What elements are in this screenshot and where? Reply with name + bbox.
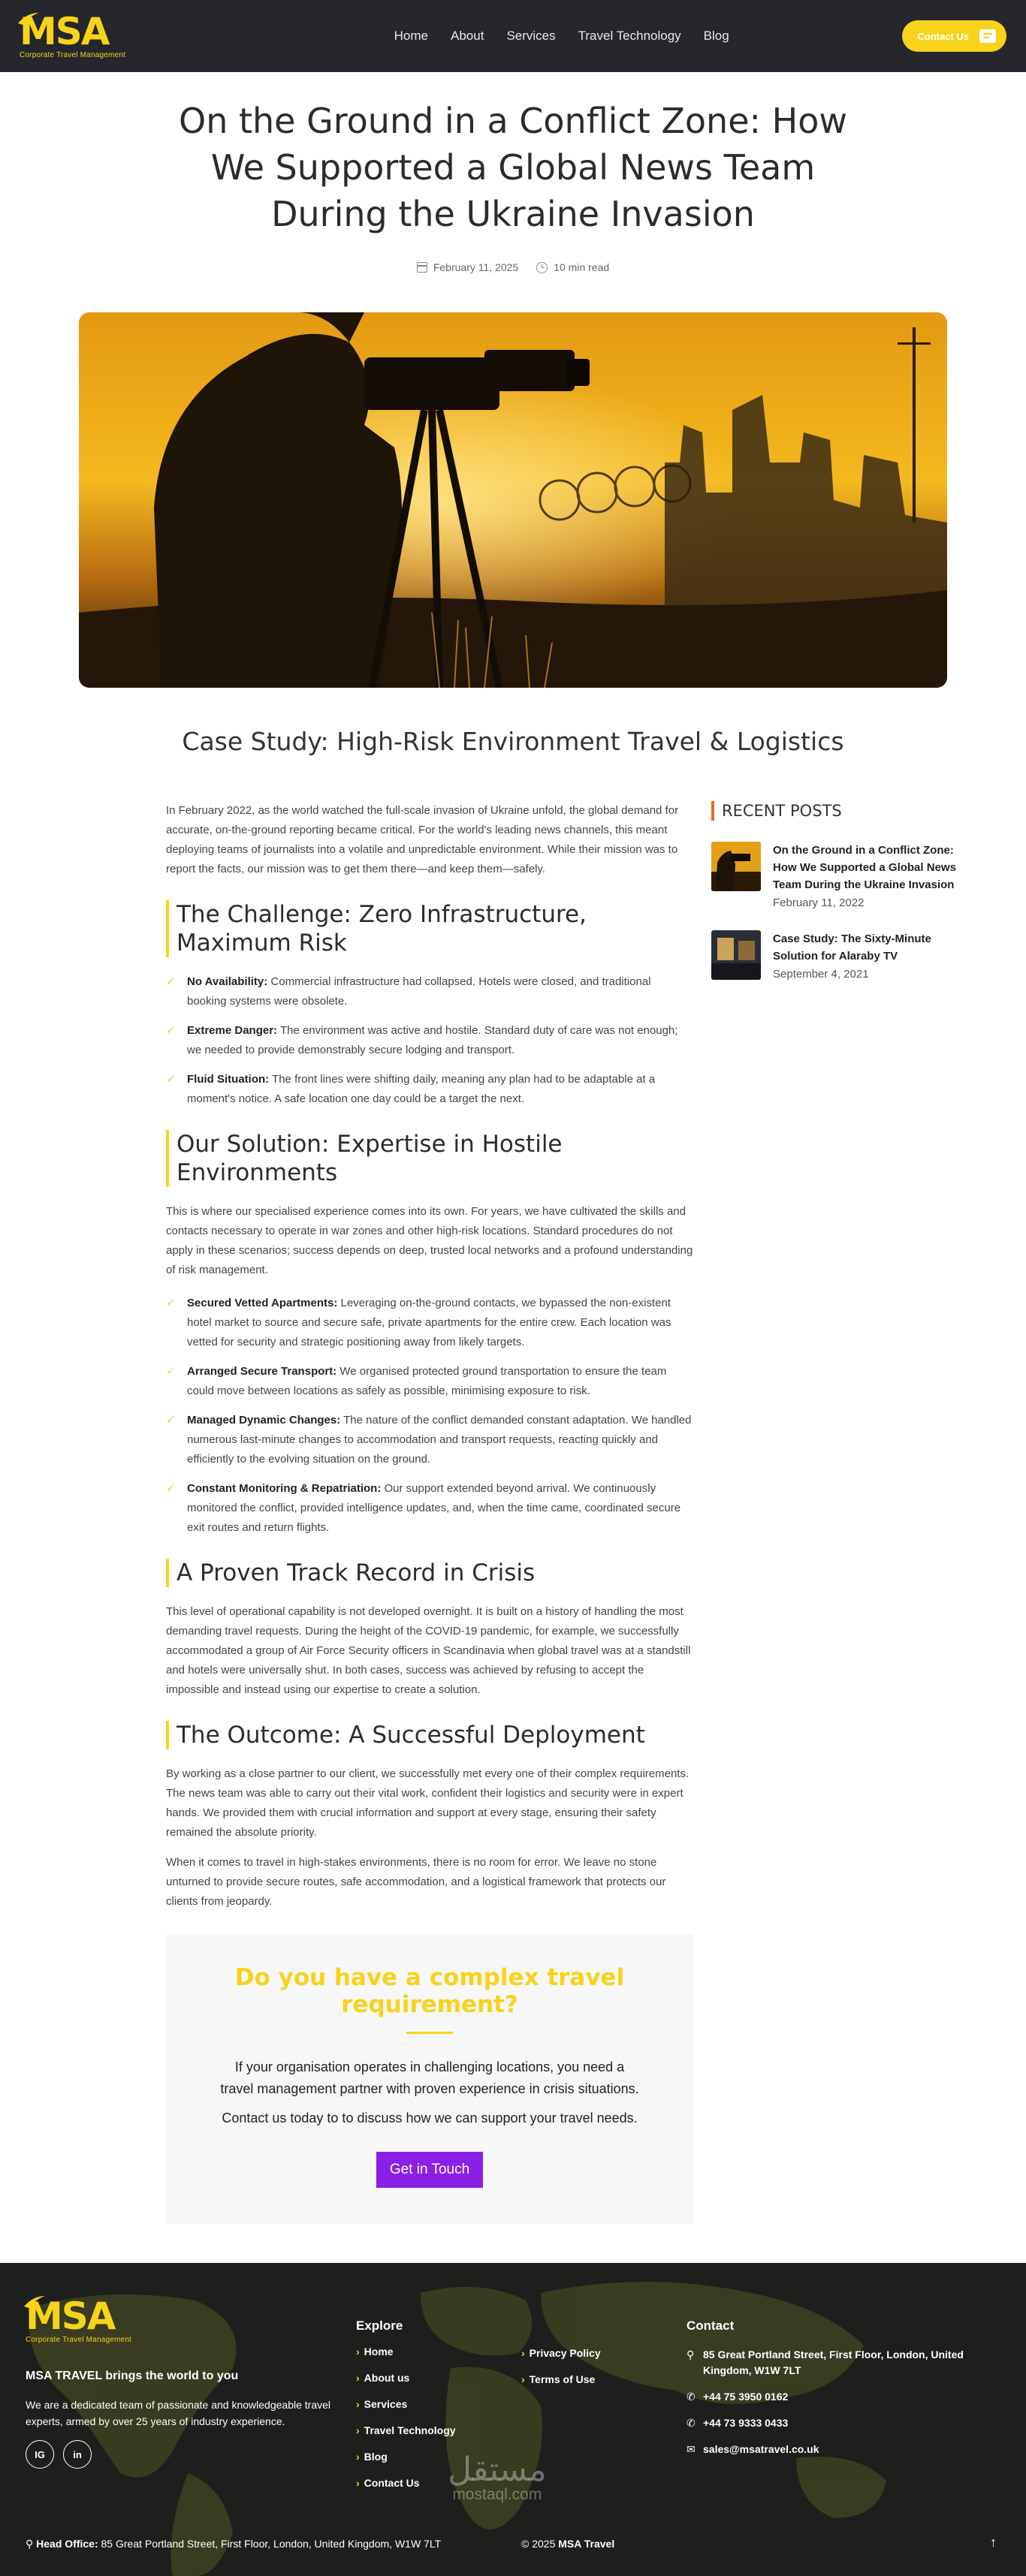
footer-link-about[interactable]: › About us	[356, 2372, 410, 2384]
head-office	[26, 2538, 441, 2550]
footer-link-contact[interactable]: › Contact Us	[356, 2477, 420, 2489]
recent-post[interactable]	[711, 930, 967, 981]
map-pin-icon: ⚲	[687, 2349, 695, 2361]
clock-icon	[536, 262, 548, 273]
check-icon: ✓	[166, 1073, 176, 1086]
footer-address: ⚲ 85 Great Portland Street, First Floor, London, United Kingdom, W1W 7LT	[687, 2349, 964, 2376]
record-heading: A Proven Track Record in Crisis	[166, 1559, 693, 1587]
list-item	[166, 1479, 693, 1538]
item-text: We organised protected ground transportation to ensure the team could move between locations as safely as possible, minimising exposure to risk.	[187, 1365, 667, 1397]
head-office-address: 85 Great Portland Street, First Floor, London, United Kingdom, W1W 7LT	[98, 2538, 442, 2550]
item-term: Extreme Danger:	[187, 1024, 278, 1037]
item-term: Constant Monitoring & Repatriation:	[187, 1482, 382, 1495]
footer-logo[interactable]	[26, 2294, 132, 2344]
page-title: On the Ground in a Conflict Zone: How We Supported a Global News Team During the Ukraine Invasion	[179, 101, 847, 234]
footer-contact	[687, 2318, 1002, 2468]
logo-swoosh-icon	[23, 2294, 47, 2309]
map-pin-icon: ⚲	[26, 2538, 34, 2550]
item-text: Leveraging on-the-ground contacts, we bypassed the non-existent hotel market to source and secure safe, private apartments for the entire crew. Each location was vetted for security and strategic positioning away from likely targets.	[187, 1297, 671, 1348]
footer-policies	[521, 2347, 601, 2400]
nav-blog[interactable]: Blog	[703, 29, 729, 43]
cta-heading: Do you have a complex travel requirement?	[234, 1964, 625, 2018]
mail-icon: ✉	[687, 2443, 696, 2455]
get-in-touch-button[interactable]: Get in Touch	[376, 2152, 483, 2188]
site-footer	[0, 2263, 1026, 2576]
list-item	[166, 1294, 693, 1352]
publish-date-text: February 11, 2025	[433, 261, 519, 273]
footer-logo-text: MSA	[26, 2294, 115, 2338]
recent-post[interactable]	[711, 842, 967, 909]
head-office-label: Head Office:	[36, 2538, 98, 2550]
item-term: No Availability:	[187, 975, 268, 988]
list-item	[166, 1021, 693, 1060]
outcome-heading: The Outcome: A Successful Deployment	[166, 1721, 693, 1749]
solution-list	[166, 1294, 693, 1538]
copyright-prefix: © 2025	[521, 2538, 559, 2550]
check-icon: ✓	[166, 1297, 176, 1309]
footer-link-blog[interactable]: › Blog	[356, 2451, 388, 2463]
item-text: The environment was active and hostile. Standard duty of care was not enough; we needed to provide demonstrably secure lodging and transport.	[187, 1024, 678, 1056]
logo-text: MSA	[20, 10, 109, 53]
item-term: Managed Dynamic Changes:	[187, 1414, 341, 1427]
chevron-right-icon: ›	[356, 2477, 360, 2489]
recent-posts-title: RECENT POSTS	[711, 801, 967, 821]
post-thumbnail[interactable]	[711, 930, 761, 980]
record-paragraph: This level of operational capability is not developed overnight. It is built on a history of handling the most demanding travel requests. During the height of the COVID-19 pandemic, for example, we successfully accommodated a group of Air Force Security officers in Scandinavia when global travel was at a standstill and hotels were universally shut. In both cases, success was achieved by refusing to accept the impossible and instead using our expertise to create a solution.	[166, 1605, 691, 1696]
check-icon: ✓	[166, 975, 176, 988]
cta-text-1: If your organisation operates in challenging locations, you need a travel management partner with proven experience in crisis situations.	[220, 2059, 639, 2096]
nav-home[interactable]: Home	[394, 29, 429, 43]
post-title[interactable]: On the Ground in a Conflict Zone: How We Supported a Global News Team During the Ukraine Invasion	[773, 844, 956, 891]
check-icon: ✓	[166, 1365, 176, 1378]
footer-phone-1[interactable]: ✆ +44 75 3950 0162	[687, 2389, 1002, 2405]
watermark-arabic: مستقل	[448, 2451, 547, 2489]
logo-swoosh-icon	[17, 11, 41, 26]
list-item	[166, 1411, 693, 1469]
list-item	[166, 1362, 693, 1401]
read-time-text: 10 min read	[554, 261, 610, 273]
post-title[interactable]: Case Study: The Sixty-Minute Solution for Alaraby TV	[773, 932, 931, 963]
footer-phone-2[interactable]: ✆ +44 73 9333 0433	[687, 2415, 1002, 2431]
social-links	[26, 2440, 92, 2469]
contact-us-label: Contact Us	[917, 30, 969, 42]
case-study-title: Case Study: High-Risk Environment Travel & Logistics	[182, 727, 844, 756]
policy-links	[521, 2347, 601, 2385]
header-logo[interactable]	[20, 10, 140, 59]
chevron-right-icon: ›	[521, 2347, 525, 2359]
footer-email[interactable]: ✉ sales@msatravel.co.uk	[687, 2442, 1002, 2457]
challenge-heading: The Challenge: Zero Infrastructure, Maximum Risk	[166, 900, 693, 957]
post-date: February 11, 2022	[773, 896, 865, 909]
article-header	[0, 72, 1026, 273]
challenge-list	[166, 972, 693, 1109]
cta-box	[166, 1934, 693, 2224]
footer-description: We are a dedicated team of passionate and knowledgeable travel experts, armed by over 25 years of industry experience.	[26, 2399, 331, 2427]
site-header	[0, 0, 1026, 72]
item-term: Fluid Situation:	[187, 1073, 270, 1086]
item-text: Our support extended beyond arrival. We continuously monitored the conflict, provided intelligence updates, and, when the time came, coordinated secure exit routes and return flights.	[187, 1482, 681, 1534]
contact-heading: Contact	[687, 2318, 735, 2333]
explore-heading: Explore	[356, 2318, 403, 2333]
item-term: Secured Vetted Apartments:	[187, 1297, 338, 1309]
footer-tagline: MSA TRAVEL brings the world to you	[26, 2370, 239, 2382]
calendar-icon	[417, 262, 427, 273]
item-text: Commercial infrastructure had collapsed. Hotels were closed, and traditional booking systems were obsolete.	[187, 975, 651, 1008]
item-text: The front lines were shifting daily, meaning any plan had to be adaptable at a moment's notice. A safe location one day could be a target the next.	[187, 1073, 656, 1105]
nav-travel-technology[interactable]: Travel Technology	[578, 29, 681, 43]
chevron-right-icon: ›	[356, 2346, 360, 2358]
solution-intro: This is where our specialised experience comes into its own. For years, we have cultivated the skills and contacts necessary to operate in war zones and other high-risk locations. Standard procedures do not apply in these scenarios; success depends on deep, trusted local networks and a profound understanding of risk management.	[166, 1205, 693, 1276]
item-term: Arranged Secure Transport:	[187, 1365, 337, 1378]
sidebar	[711, 801, 967, 2224]
post-thumbnail[interactable]	[711, 842, 761, 891]
solution-heading: Our Solution: Expertise in Hostile Environments	[166, 1130, 693, 1187]
footer-logo-subtitle: Corporate Travel Management	[26, 2336, 132, 2344]
check-icon: ✓	[166, 1024, 176, 1037]
read-time	[536, 261, 609, 273]
outcome-paragraph-2: When it comes to travel in high-stakes environments, there is no room for error. We leave no stone unturned to provide secure routes, safe accommodation, and a logistical framework that protects our clients from jeopardy.	[166, 1856, 666, 1908]
copyright	[521, 2538, 614, 2550]
main-nav	[394, 29, 729, 44]
item-text: The nature of the conflict demanded constant adaptation. We handled numerous last-minute changes to accommodation and transport requests, reacting quickly and efficiently to the evolving situation on the ground.	[187, 1414, 692, 1466]
content-area	[55, 801, 971, 2224]
cta-text-2: Contact us today to to discuss how we can support your travel needs.	[222, 2111, 638, 2126]
phone-icon: ✆	[687, 2417, 696, 2429]
linkedin-icon[interactable]: in	[63, 2440, 92, 2469]
nav-about[interactable]: About	[451, 29, 484, 43]
footer-link-home[interactable]: › Home	[356, 2346, 394, 2358]
footer-link-services[interactable]: › Services	[356, 2398, 408, 2410]
article-body	[166, 801, 693, 2224]
watermark-latin: mostaql.com	[452, 2486, 542, 2503]
outcome-paragraph-1: By working as a close partner to our client, we successfully met every one of their complex requirements. The news team was able to carry out their vital work, confident their logistics and security were in expert hands. We provided them with crucial information and support at every stage, ensuring their safety remained the absolute priority.	[166, 1767, 690, 1839]
article-meta	[0, 261, 1026, 273]
chat-icon	[979, 29, 996, 43]
chevron-right-icon: ›	[356, 2398, 360, 2410]
contact-us-button[interactable]	[902, 20, 1006, 52]
intro-paragraph: In February 2022, as the world watched the full-scale invasion of Ukraine unfold, the global demand for accurate, on-the-ground reporting became critical. For the world's leading news channels, this meant deploying teams of journalists into a volatile and unpredictable environment. While their mission was to report the facts, our mission was to get them there—and keep them—safely.	[166, 804, 679, 875]
list-item	[166, 1070, 693, 1109]
check-icon: ✓	[166, 1482, 176, 1495]
chevron-right-icon: ›	[521, 2373, 525, 2385]
footer-explore	[356, 2318, 456, 2503]
watermark	[448, 2451, 547, 2504]
logo-subtitle: Corporate Travel Management	[20, 51, 126, 59]
footer-link-terms[interactable]: › Terms of Use	[521, 2373, 596, 2385]
post-date: September 4, 2021	[773, 968, 869, 981]
chevron-right-icon: ›	[356, 2424, 360, 2436]
phone-icon: ✆	[687, 2391, 696, 2403]
publish-date	[417, 261, 518, 273]
contact-list	[687, 2347, 1002, 2457]
list-item	[166, 972, 693, 1011]
cta-divider	[406, 2032, 453, 2034]
arrow-up-icon[interactable]: ↑	[990, 2535, 997, 2550]
check-icon: ✓	[166, 1414, 176, 1427]
hero-image	[79, 312, 947, 688]
copyright-brand: MSA Travel	[558, 2538, 615, 2550]
chevron-right-icon: ›	[356, 2372, 360, 2384]
explore-links	[356, 2346, 456, 2489]
footer-link-privacy[interactable]: › Privacy Policy	[521, 2347, 601, 2359]
chevron-right-icon: ›	[356, 2451, 360, 2463]
footer-link-travel-technology[interactable]: › Travel Technology	[356, 2424, 456, 2436]
instagram-icon[interactable]: IG	[26, 2440, 54, 2469]
nav-services[interactable]: Services	[506, 29, 556, 43]
